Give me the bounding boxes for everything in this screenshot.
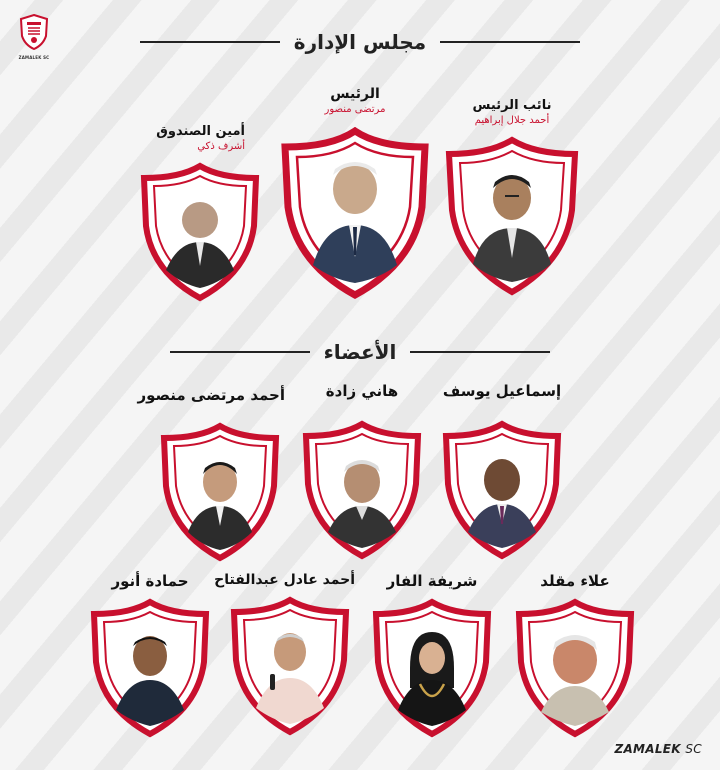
member-card [137,386,285,562]
member-name: حمادة أنور [111,572,189,590]
member-name: أحمد مرتضى منصور [137,386,285,404]
members-title-row [170,340,550,364]
member-card [510,572,640,738]
member-name: شريفة الفار [386,572,478,590]
member-name: أشرف ذكي [197,141,245,152]
shield-photo-frame-icon [228,596,352,736]
member-name: أحمد جلال إبراهيم [474,115,550,126]
member-card [437,382,567,560]
shield-photo-frame-icon [300,420,424,560]
member-role: أمين الصندوق [156,124,245,139]
shield-photo-frame-icon [158,422,282,562]
members-title: الأعضاء [323,340,397,364]
shield-photo-frame-icon [440,420,564,560]
brand-main: ZAMALEK [614,742,681,756]
brand-suffix: SC [685,742,702,756]
title-line-left [140,41,280,43]
shield-photo-frame-icon [443,136,581,296]
member-card [85,572,215,738]
board-member-treasurer [135,124,265,302]
title-line-right [440,41,580,43]
member-card [214,572,355,736]
member-name: هاني زادة [325,382,399,400]
member-name: مرتضى منصور [324,104,386,115]
shield-photo-frame-icon [370,598,494,738]
board-member-vice-president [441,98,583,296]
member-name: أحمد عادل عبدالفتاح [214,572,355,588]
shield-logo-icon [19,14,49,50]
brand-watermark [614,742,702,756]
member-name: علاء مقلد [540,572,610,590]
shield-photo-frame-icon [88,598,212,738]
title-line-right [410,351,550,353]
member-card [367,572,497,738]
shield-photo-frame-icon [279,127,431,299]
board-title: مجلس الإدارة [293,30,427,54]
member-name: إسماعيل يوسف [442,382,562,400]
board-title-row [140,30,580,54]
member-role: نائب الرئيس [472,98,552,113]
member-role: الرئيس [330,86,380,102]
logo-caption: ZAMALEK SC [18,55,50,60]
shield-photo-frame-icon [513,598,637,738]
shield-photo-frame-icon [138,162,262,302]
member-card [297,382,427,560]
title-line-left [170,351,310,353]
board-member-president [275,86,435,299]
club-logo [16,14,52,64]
